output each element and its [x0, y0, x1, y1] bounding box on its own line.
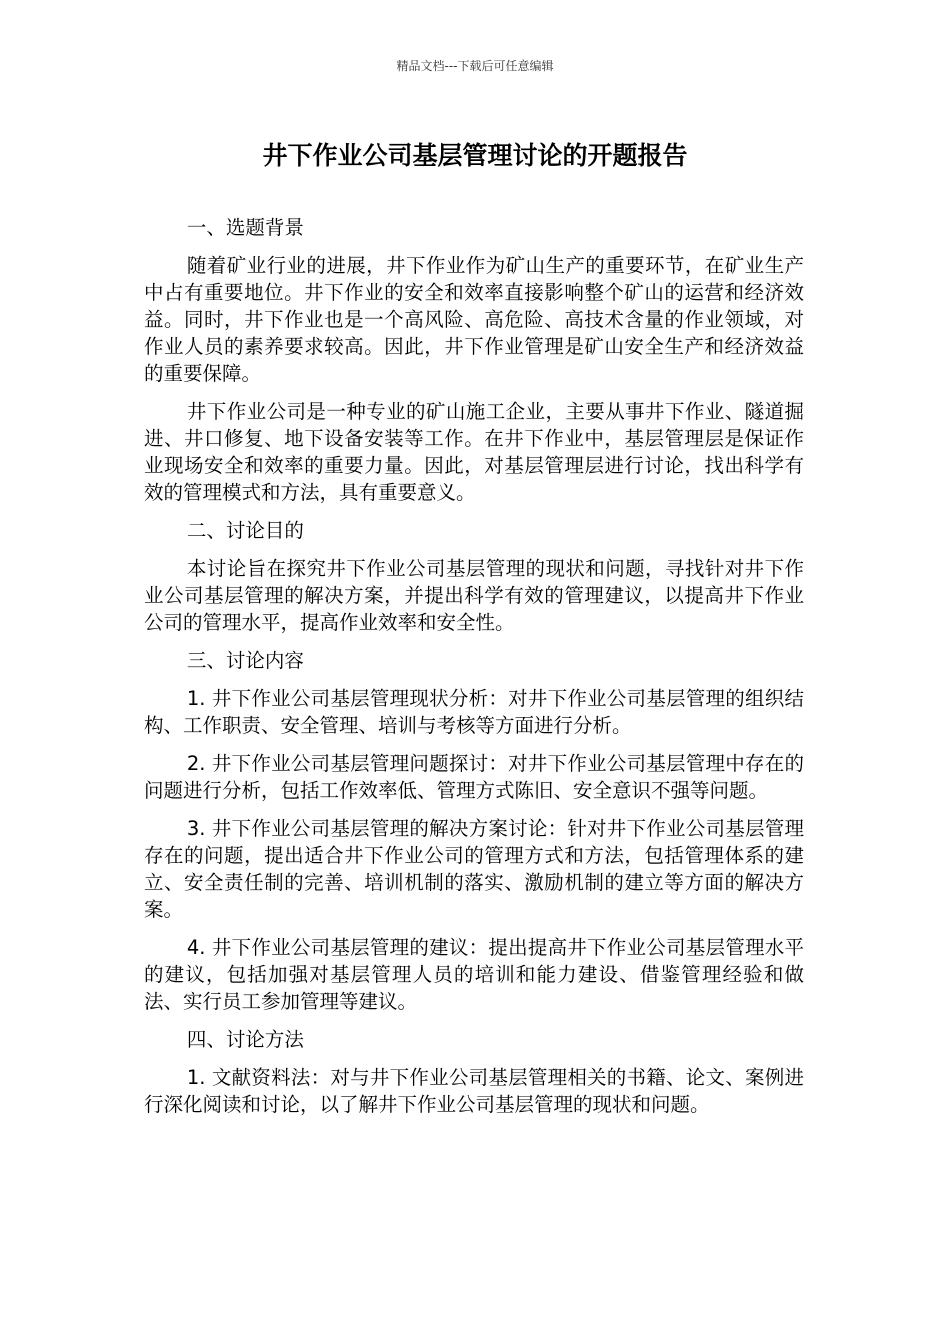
- document-title: 井下作业公司基层管理讨论的开题报告: [262, 141, 688, 170]
- section-heading-content: 三、讨论内容: [186, 649, 304, 672]
- document-body: [144, 214, 804, 1129]
- list-item: 3. 井下作业公司基层管理的解决方案讨论：针对井下作业公司基层管理存在的问题，提出适合井下作业公司的管理方式和方法，包括管理体系的建立、安全责任制的完善、培训机制的落实、激励机制的建立等方面的解决方案。: [144, 817, 804, 921]
- list-item: 1. 井下作业公司基层管理现状分析：对井下作业公司基层管理的组织结构、工作职责、安全管理、培训与考核等方面进行分析。: [144, 687, 804, 737]
- paragraph: 本讨论旨在探究井下作业公司基层管理的现状和问题，寻找针对井下作业公司基层管理的解决方案，并提出科学有效的管理建议，以提高井下作业公司的管理水平，提高作业效率和安全性。: [144, 557, 804, 634]
- section-heading-background: 一、选题背景: [186, 216, 304, 239]
- header-note: 精品文档---下载后可任意编辑: [396, 59, 554, 73]
- section-heading-purpose: 二、讨论目的: [186, 519, 304, 542]
- section-heading-method: 四、讨论方法: [186, 1028, 304, 1051]
- list-item: 1. 文献资料法：对与井下作业公司基层管理相关的书籍、论文、案例进行深化阅读和讨论，以了解井下作业公司基层管理的现状和问题。: [144, 1066, 804, 1116]
- paragraph: 井下作业公司是一种专业的矿山施工企业，主要从事井下作业、隧道掘进、井口修复、地下设备安装等工作。在井下作业中，基层管理层是保证作业现场安全和效率的重要力量。因此，对基层管理层进行讨论，找出科学有效的管理模式和方法，具有重要意义。: [144, 400, 804, 504]
- list-item: 2. 井下作业公司基层管理问题探讨：对井下作业公司基层管理中存在的问题进行分析，包括工作效率低、管理方式陈旧、安全意识不强等问题。: [144, 752, 804, 802]
- paragraph: 随着矿业行业的进展，井下作业作为矿山生产的重要环节，在矿业生产中占有重要地位。井下作业的安全和效率直接影响整个矿山的运营和经济效益。同时，井下作业也是一个高风险、高危险、高技术含量的作业领域，对作业人员的素养要求较高。因此，井下作业管理是矿山安全生产和经济效益的重要保障。: [144, 254, 804, 385]
- list-item: 4. 井下作业公司基层管理的建议：提出提高井下作业公司基层管理水平的建议，包括加强对基层管理人员的培训和能力建设、借鉴管理经验和做法、实行员工参加管理等建议。: [144, 936, 804, 1013]
